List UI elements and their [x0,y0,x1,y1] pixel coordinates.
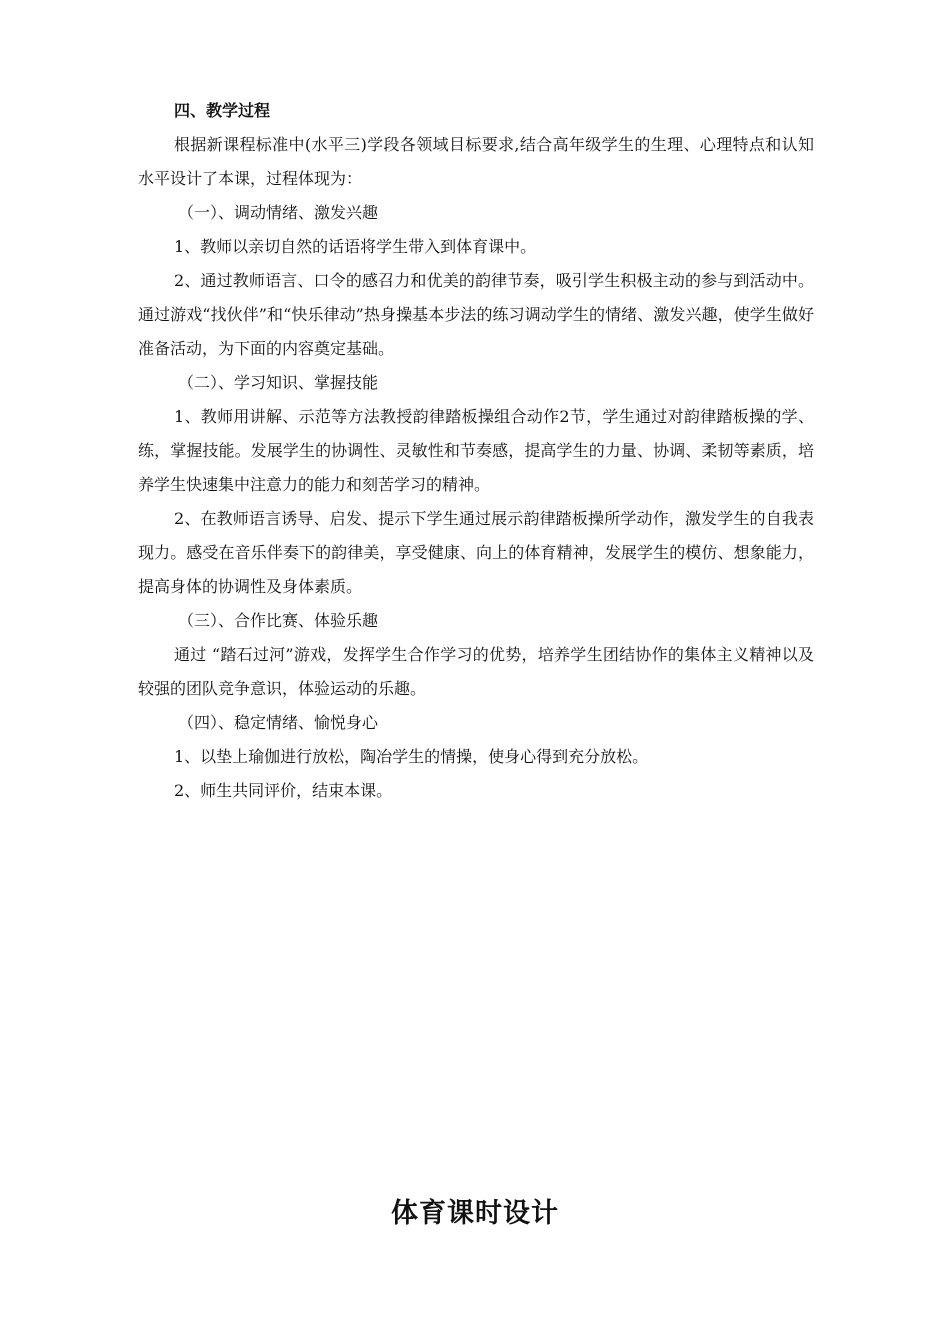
paragraph-3-1: 通过 “踏石过河”游戏，发挥学生合作学习的优势，培养学生团结协作的集体主义精神以及较强的团队竞争意识，体验运动的乐趣。 [138,645,814,698]
paragraph-1-2: 2、通过教师语言、口令的感召力和优美的韵律节奏，吸引学生积极主动的参与到活动中。通过游戏“找伙伴”和“快乐律动”热身操基本步法的练习调动学生的情绪、激发兴趣，使学生做好准备活动，为下面的内容奠定基础。 [138,271,814,358]
paragraph-4-2: 2、师生共同评价，结束本课。 [174,781,393,800]
paragraph-1-1: 1、教师以亲切自然的话语将学生带入到体育课中。 [174,237,537,256]
document-body [138,94,814,808]
subsection-heading-1: （一）、调动情绪、激发兴趣 [178,203,379,222]
section-heading: 四、教学过程 [174,101,271,120]
subsection-heading-3: （三）、合作比赛、体验乐趣 [178,611,379,630]
subsection-heading-2: （二）、学习知识、掌握技能 [178,373,379,392]
intro-paragraph: 根据新课程标准中(水平三)学段各领域目标要求,结合高年级学生的生理、心理特点和认知水平设计了本课，过程体现为： [138,135,814,188]
paragraph-4-1: 1、以垫上瑜伽进行放松，陶冶学生的情操，使身心得到充分放松。 [174,747,649,766]
subsection-heading-4: （四）、稳定情绪、愉悦身心 [178,713,379,732]
paragraph-2-1: 1、教师用讲解、示范等方法教授韵律踏板操组合动作2节，学生通过对韵律踏板操的学、练，掌握技能。发展学生的协调性、灵敏性和节奏感，提高学生的力量、协调、柔韧等素质，培养学生快速集中注意力的能力和刻苦学习的精神。 [138,407,814,494]
next-page-title: 体育课时设计 [391,1198,559,1229]
paragraph-2-2: 2、在教师语言诱导、启发、提示下学生通过展示韵律踏板操所学动作，激发学生的自我表现力。感受在音乐伴奏下的韵律美，享受健康、向上的体育精神，发展学生的模仿、想象能力，提高身体的协调性及身体素质。 [138,509,814,596]
